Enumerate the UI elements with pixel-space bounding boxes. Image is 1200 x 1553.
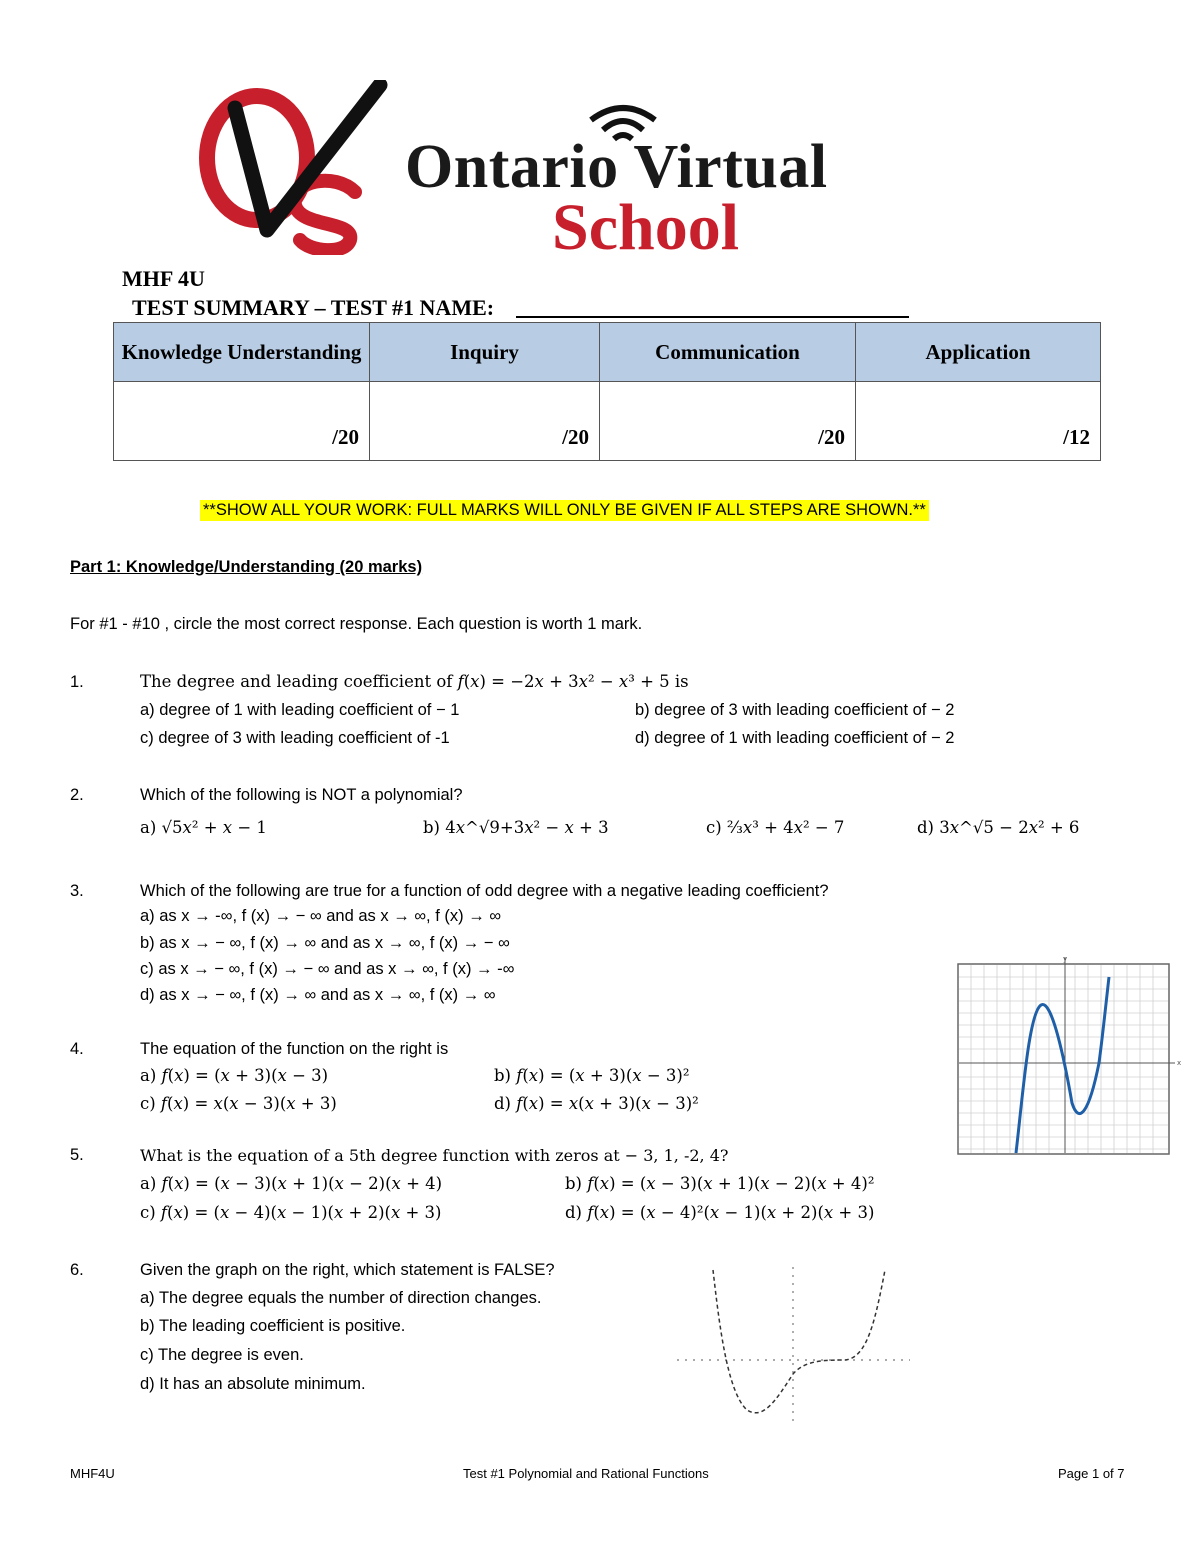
footer-page-number: Page 1 of 7 [1058,1466,1125,1481]
question-text: Which of the following are true for a function of odd degree with a negative leading coefficient? [140,882,829,900]
test-summary-title: TEST SUMMARY – TEST #1 NAME: [132,295,495,320]
option-c[interactable]: c) as x → − ∞, f (x) → − ∞ and as x → ∞, f (x) → -∞ [140,960,515,978]
header-inquiry: Inquiry [370,323,600,382]
option-a[interactable]: a) degree of 1 with leading coefficient of − 1 [140,701,460,719]
question-text: What is the equation of a 5th degree function with zeros at − 3, 1, -2, 4? [140,1146,729,1165]
option-d[interactable]: d) degree of 1 with leading coefficient of − 2 [635,729,955,747]
option-c[interactable]: c) 𝑓(𝑥) = (𝑥 − 4)(𝑥 − 1)(𝑥 + 2)(𝑥 + 3) [140,1203,442,1222]
option-a[interactable]: a) The degree equals the number of direction changes. [140,1289,542,1307]
question-number: 1. [70,673,84,691]
option-d[interactable]: d) 𝑓(𝑥) = (𝑥 − 4)²(𝑥 − 1)(𝑥 + 2)(𝑥 + 3) [565,1203,875,1222]
quartic-function-graph [675,1262,915,1432]
logo-text-ontario-virtual: Ontario Virtual [405,133,828,201]
option-c[interactable]: c) The degree is even. [140,1346,304,1364]
option-a[interactable]: a) 𝑓(𝑥) = (𝑥 + 3)(𝑥 − 3) [140,1066,329,1085]
logo-text-school: School [552,191,740,264]
option-a[interactable]: a) 𝑓(𝑥) = (𝑥 − 3)(𝑥 + 1)(𝑥 − 2)(𝑥 + 4) [140,1174,443,1193]
option-c[interactable]: c) degree of 3 with leading coefficient of -1 [140,729,450,747]
option-b[interactable]: b) 4𝑥^√9+3𝑥² − 𝑥 + 3 [423,818,609,837]
question-text: Given the graph on the right, which statement is FALSE? [140,1261,555,1279]
table-row [114,382,1101,461]
cubic-function-graph [957,953,1187,1163]
option-d[interactable]: d) It has an absolute minimum. [140,1375,366,1393]
option-d[interactable]: d) 𝑓(𝑥) = 𝑥(𝑥 + 3)(𝑥 − 3)² [494,1094,699,1113]
ovs-logo-mark-icon [195,80,390,255]
option-a[interactable]: a) as x → -∞, f (x) → − ∞ and as x → ∞, f (x) → ∞ [140,907,502,925]
option-b[interactable]: b) as x → − ∞, f (x) → ∞ and as x → ∞, f (x) → − ∞ [140,934,510,952]
question-text: The equation of the function on the right is [140,1040,449,1058]
marks-summary-table [113,322,1101,461]
footer-course: MHF4U [70,1466,115,1481]
score-communication[interactable]: /20 [600,382,856,461]
function-curve [713,1270,885,1413]
question-number: 4. [70,1040,84,1058]
score-knowledge[interactable]: /20 [114,382,370,461]
score-inquiry[interactable]: /20 [370,382,600,461]
option-d[interactable]: d) as x → − ∞, f (x) → ∞ and as x → ∞, f (x) → ∞ [140,986,496,1004]
option-b[interactable]: b) degree of 3 with leading coefficient of − 2 [635,701,955,719]
header-knowledge: Knowledge Understanding [114,323,370,382]
option-c[interactable]: c) ⅔𝑥³ + 4𝑥² − 7 [706,818,845,837]
header-communication: Communication [600,323,856,382]
option-b[interactable]: b) The leading coefficient is positive. [140,1317,406,1335]
question-number: 2. [70,786,84,804]
question-number: 6. [70,1261,84,1279]
question-text: Which of the following is NOT a polynomial? [140,786,463,804]
question-number: 5. [70,1146,84,1164]
option-b[interactable]: b) 𝑓(𝑥) = (𝑥 + 3)(𝑥 − 3)² [494,1066,690,1085]
show-work-warning: **SHOW ALL YOUR WORK: FULL MARKS WILL ONLY BE GIVEN IF ALL STEPS ARE SHOWN.** [200,500,929,521]
part1-title: Part 1: Knowledge/Understanding (20 marks) [70,558,423,576]
option-d[interactable]: d) 3𝑥^√5 − 2𝑥² + 6 [917,818,1080,837]
school-logo [195,80,390,255]
option-c[interactable]: c) 𝑓(𝑥) = 𝑥(𝑥 − 3)(𝑥 + 3) [140,1094,337,1113]
footer-test-title: Test #1 Polynomial and Rational Functions [463,1466,709,1481]
header-application: Application [856,323,1101,382]
x-axis-label: x [1177,1059,1182,1067]
question-number: 3. [70,882,84,900]
score-application[interactable]: /12 [856,382,1101,461]
option-b[interactable]: b) 𝑓(𝑥) = (𝑥 − 3)(𝑥 + 1)(𝑥 − 2)(𝑥 + 4)² [565,1174,875,1193]
option-a[interactable]: a) √5𝑥² + 𝑥 − 1 [140,818,267,837]
table-header-row [114,323,1101,382]
y-axis-label: y [1063,955,1068,963]
course-code: MHF 4U [122,266,205,291]
question-text: The degree and leading coefficient of 𝑓(𝑥) = −2𝑥 + 3𝑥² − 𝑥³ + 5 is [140,672,689,691]
name-field[interactable] [516,316,909,318]
part1-instructions: For #1 - #10 , circle the most correct response. Each question is worth 1 mark. [70,615,643,633]
